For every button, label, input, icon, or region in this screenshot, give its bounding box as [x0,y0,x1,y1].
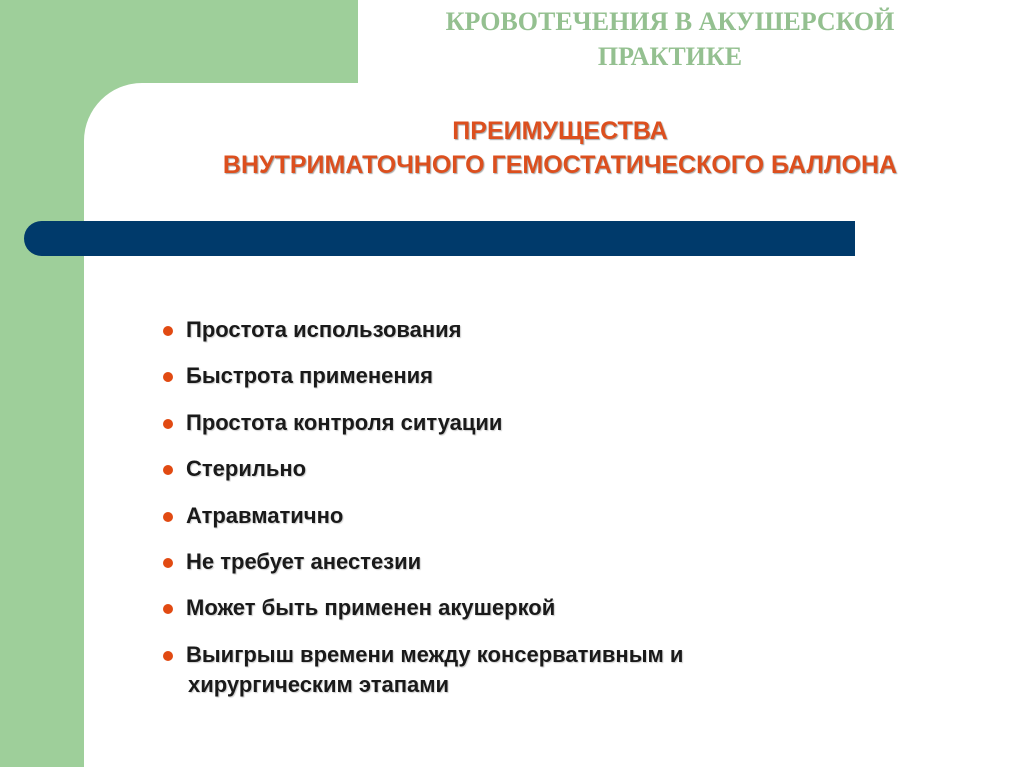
list-item [160,408,683,438]
slide-header [400,4,940,74]
list-item-text: Простота использования [186,317,462,342]
list-item [160,640,683,700]
header-line-2: ПРАКТИКЕ [597,42,743,71]
list-item [160,593,683,623]
bullet-dot-icon [163,326,173,336]
title-line-2: ВНУТРИМАТОЧНОГО ГЕМОСТАТИЧЕСКОГО БАЛЛОНА [222,151,898,179]
list-item [160,454,683,484]
slide-title [150,114,970,182]
list-item-text: Может быть применен акушеркой [186,595,556,621]
bullet-dot-icon [163,558,173,568]
list-item [160,501,683,531]
list-item [160,361,683,391]
list-item-text: Выигрыш времени между консервативным и [186,641,684,667]
list-item-text-continuation: хирургическим этапами [188,671,450,697]
title-line-1: ПРЕИМУЩЕСТВА [452,117,668,145]
title-divider-bar [24,221,855,256]
bullet-dot-icon [163,465,173,475]
bullet-dot-icon [163,651,173,661]
list-item-text: Стерильно [186,456,307,482]
bullet-dot-icon [163,604,173,614]
bullet-dot-icon [163,512,173,522]
bullet-dot-icon [163,419,173,429]
bullet-dot-icon [163,372,173,382]
list-item-text: Быстрота применения [186,363,433,389]
list-item [160,547,683,577]
list-item-text: Не требует анестезии [186,548,422,574]
list-item-text: Простота контроля ситуации [186,409,503,435]
list-item-text: Атравматично [186,502,344,528]
header-line-1: КРОВОТЕЧЕНИЯ В АКУШЕРСКОЙ [445,7,895,36]
advantages-list [160,315,683,716]
list-item [160,315,683,345]
